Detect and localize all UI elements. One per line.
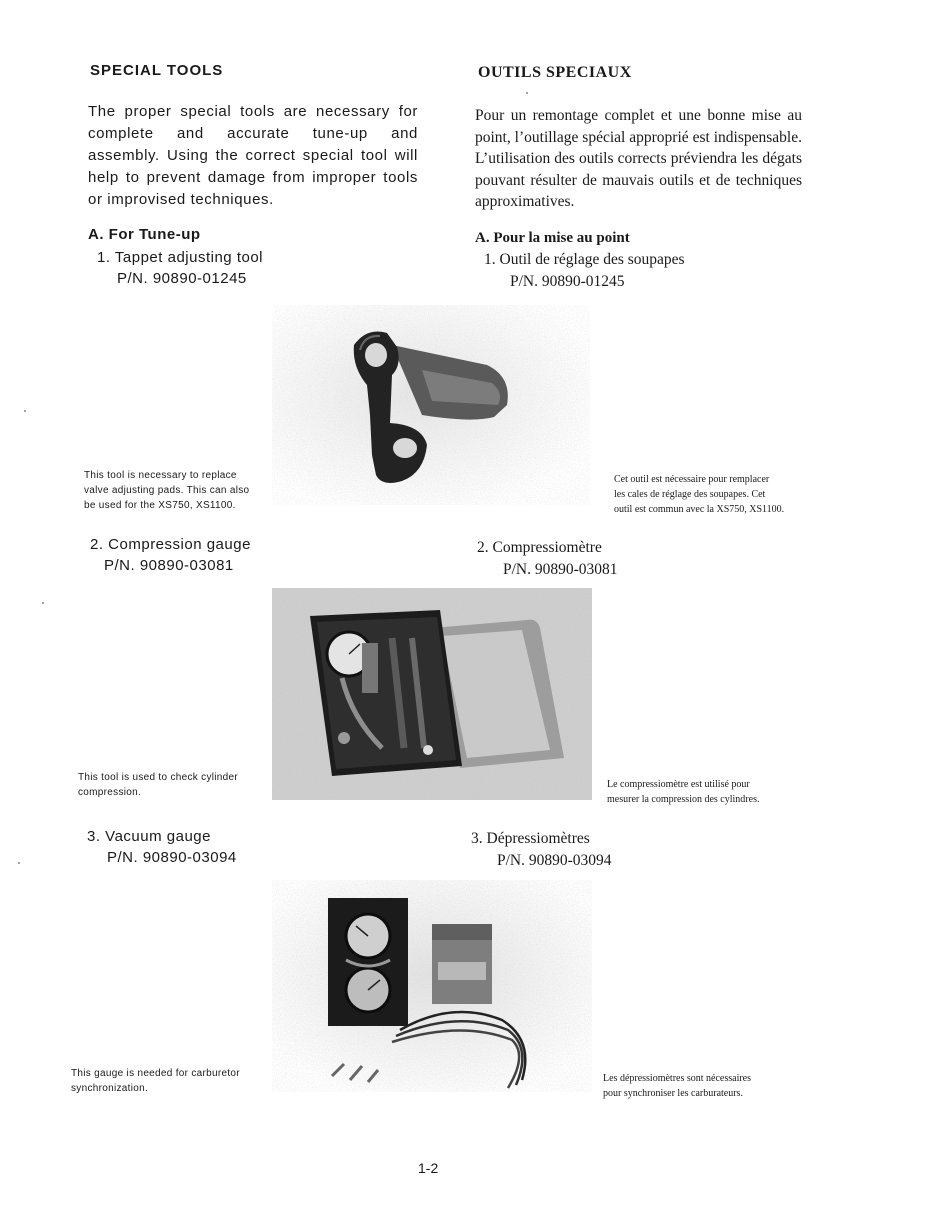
item-3-french: [471, 828, 612, 872]
caption-line: mesurer la compression des cylindres.: [607, 794, 760, 805]
compression-gauge-illustration: [272, 588, 592, 800]
part-number: P/N. 90890-03081: [104, 557, 234, 574]
item-3-english: [87, 826, 237, 868]
caption-1-french: [614, 472, 784, 517]
caption-line: les cales de réglage des soupapes. Cet: [614, 489, 766, 500]
caption-line: This gauge is needed for carburetor: [71, 1068, 240, 1079]
caption-line: valve adjusting pads. This can also: [84, 485, 250, 496]
item-title: 1. Outil de réglage des soupapes: [484, 251, 685, 268]
item-1-english: [97, 247, 263, 289]
section-heading-french: A. Pour la mise au point: [475, 230, 630, 246]
caption-2-french: [607, 777, 759, 807]
caption-line: Cet outil est nécessaire pour remplacer: [614, 474, 770, 485]
vacuum-gauge-illustration: [272, 880, 592, 1092]
caption-line: compression.: [78, 787, 142, 798]
caption-line: This tool is necessary to replace: [84, 470, 237, 481]
caption-line: Les dépressiomètres sont nécessaires: [603, 1073, 752, 1084]
item-1-french: [484, 249, 685, 293]
scan-speck: [18, 862, 20, 864]
caption-1-english: [84, 468, 249, 513]
item-2-english: [90, 534, 251, 576]
photo-vacuum-gauge: [272, 880, 592, 1092]
caption-line: Le compressiomètre est utilisé pour: [607, 779, 750, 790]
photo-tappet-adjusting-tool: [272, 305, 590, 505]
item-2-french: [477, 537, 618, 581]
photo-compression-gauge: [272, 588, 592, 800]
caption-line: pour synchroniser les carburateurs.: [603, 1088, 743, 1099]
scan-speck: [42, 602, 44, 604]
item-title: 1. Tappet adjusting tool: [97, 249, 264, 266]
page-number: 1-2: [418, 1160, 439, 1176]
caption-3-french: [603, 1071, 751, 1101]
item-title: 2. Compressiomètre: [477, 539, 602, 556]
part-number: P/N. 90890-01245: [510, 273, 625, 290]
caption-line: be used for the XS750, XS1100.: [84, 500, 236, 511]
scan-speck: [24, 410, 26, 412]
part-number: P/N. 90890-03094: [107, 849, 237, 866]
heading-english: SPECIAL TOOLS: [90, 62, 224, 79]
item-title: 3. Dépressiomètres: [471, 830, 590, 847]
intro-french: Pour un remontage complet et une bonne mise au point, l’outillage spécial approprié est indispensable. L’utilisation des outils corrects préviendra les dégats pouvant résulter de mauvais outils et de techniques approximatives.: [475, 107, 802, 210]
section-heading-english: A. For Tune-up: [88, 226, 201, 243]
item-title: 3. Vacuum gauge: [87, 828, 211, 845]
part-number: P/N. 90890-01245: [117, 270, 247, 287]
caption-line: This tool is used to check cylinder: [78, 772, 239, 783]
caption-2-english: [78, 770, 238, 800]
intro-english: The proper special tools are necessary for complete and accurate tune-up and assembly. Using the correct special tool will help to prevent damage from improper tools or improvised techniques.: [88, 103, 418, 208]
item-title: 2. Compression gauge: [90, 536, 251, 553]
caption-line: synchronization.: [71, 1083, 149, 1094]
caption-line: outil est commun avec la XS750, XS1100.: [614, 504, 785, 515]
tappet-tool-illustration: [272, 305, 590, 505]
caption-3-english: [71, 1066, 240, 1096]
part-number: P/N. 90890-03081: [503, 561, 618, 578]
part-number: P/N. 90890-03094: [497, 852, 612, 869]
scan-speck: [526, 92, 528, 94]
heading-french: OUTILS SPECIAUX: [478, 64, 632, 81]
